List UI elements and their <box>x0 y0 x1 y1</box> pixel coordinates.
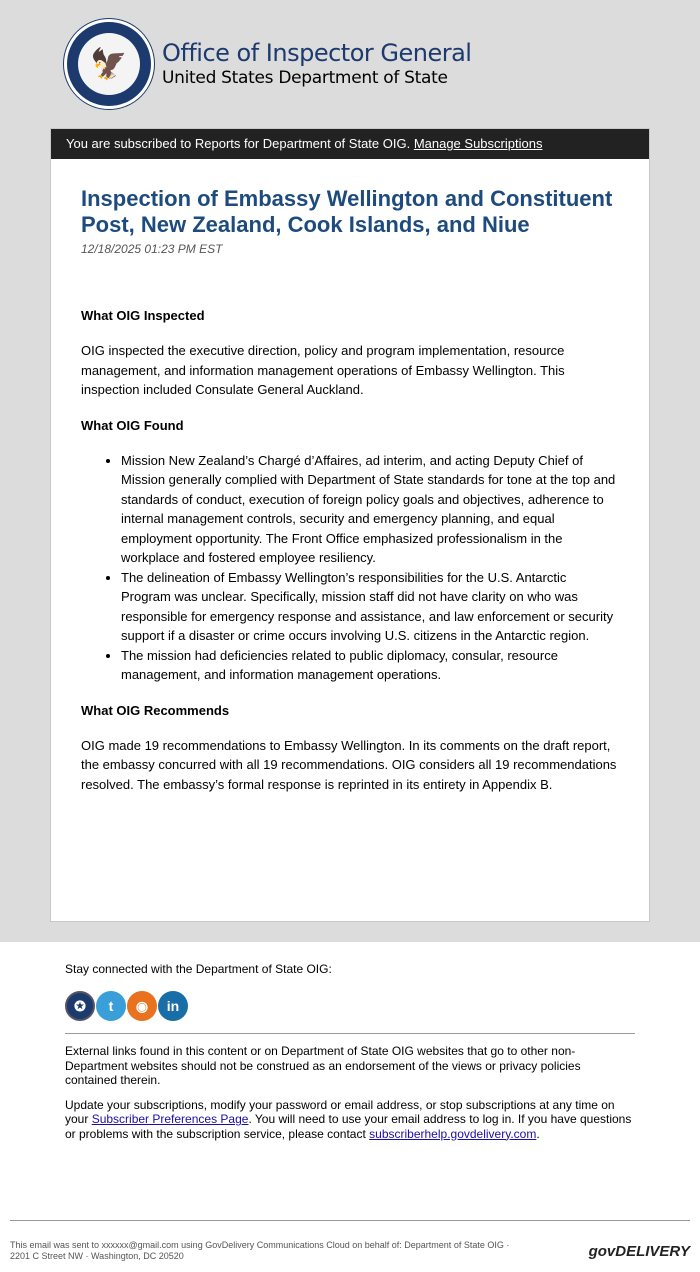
footer <box>0 942 700 1141</box>
sent-line-1: This email was sent to xxxxxx@gmail.com using GovDelivery Communications Cloud on behalf of: Department of State OIG · <box>10 1240 510 1250</box>
subscriber-help-link[interactable]: subscriberhelp.govdelivery.com <box>369 1126 537 1141</box>
article-card <box>50 128 650 922</box>
section-heading: What OIG Found <box>81 417 184 433</box>
section-body: OIG made 19 recommendations to Embassy Wellington. In its comments on the draft report, the embassy concurred with all 19 recommendations. OIG considers all 19 recommendations resolved. The embassy’s formal response is reprinted in its entirety in Appendix B. <box>81 737 617 792</box>
subscriber-preferences-link[interactable]: Subscriber Preferences Page <box>91 1112 249 1126</box>
update-text-2: . You will need to use your email address to log in. If you have questions or problems with the subscription service, please contact <box>65 1112 632 1141</box>
logo-title: Office of Inspector General <box>162 39 472 67</box>
findings-list <box>81 451 619 685</box>
section-heading: What OIG Inspected <box>81 308 205 323</box>
article-title: Inspection of Embassy Wellington and Constituent Post, New Zealand, Cook Islands, and Niue <box>81 186 613 237</box>
oig-logo[interactable] <box>64 19 471 109</box>
rss-icon[interactable]: ◉ <box>127 991 157 1021</box>
update-text-3: . <box>536 1126 540 1141</box>
list-item: • The mission had deficiencies related to public diplomacy, consular, resource management, and information management operations. <box>121 646 619 685</box>
oig-seal-icon: 🦅 <box>64 19 154 109</box>
subscription-bar <box>51 129 649 159</box>
update-text-1: Update your subscriptions, modify your password or email address, or stop subscriptions at any time on your <box>65 1097 615 1126</box>
article-date: 12/18/2025 01:23 PM EST <box>81 242 223 256</box>
logo-subtitle: United States Department of State <box>162 68 448 88</box>
sent-line-2: 2201 C Street NW · Washington, DC 20520 <box>10 1251 184 1261</box>
section-body: OIG inspected the executive direction, policy and program implementation, resource management, and information management operations of Embassy Wellington. This inspection included Consulate General Auckland. <box>81 343 565 397</box>
linkedin-icon[interactable]: in <box>158 991 188 1021</box>
social-links <box>65 991 635 1021</box>
stay-connected-text: Stay connected with the Department of State OIG: <box>65 962 332 976</box>
update-text <box>65 1098 635 1142</box>
state-seal-icon[interactable]: ✪ <box>65 991 95 1021</box>
list-item: • The delineation of Embassy Wellington’s responsibilities for the U.S. Antarctic Program was unclear. Specifically, mission staff did not have clarity on who was responsible for emergency response and assistance, and law enforcement or security support if a disaster or crime occurs involving U.S. citizens in the Antarctic region. <box>121 568 619 646</box>
govdelivery-logo[interactable]: govDELIVERY <box>588 1243 690 1260</box>
disclaimer-text: External links found in this content or on Department of State OIG websites that go to other non-Department websites should not be construed as an endorsement of the views or privacy policies contained therein. <box>65 1044 581 1087</box>
manage-subscriptions-link[interactable]: Manage Subscriptions <box>413 136 543 151</box>
twitter-icon[interactable]: t <box>96 991 126 1021</box>
list-item: • Mission New Zealand’s Chargé d’Affaires, ad interim, and acting Deputy Chief of Mission generally complied with Department of State standards for tone at the top and standards of conduct, execution of foreign policy goals and objectives, adherence to internal management controls, security and emergency planning, and equal employment opportunity. The Front Office emphasized professionalism in the workplace and fostered employee resiliency. <box>121 451 619 568</box>
subscription-text: You are subscribed to Reports for Department of State OIG. <box>66 136 414 151</box>
sent-info <box>10 1220 690 1262</box>
section-heading: What OIG Recommends <box>81 702 230 718</box>
divider <box>65 1033 635 1034</box>
